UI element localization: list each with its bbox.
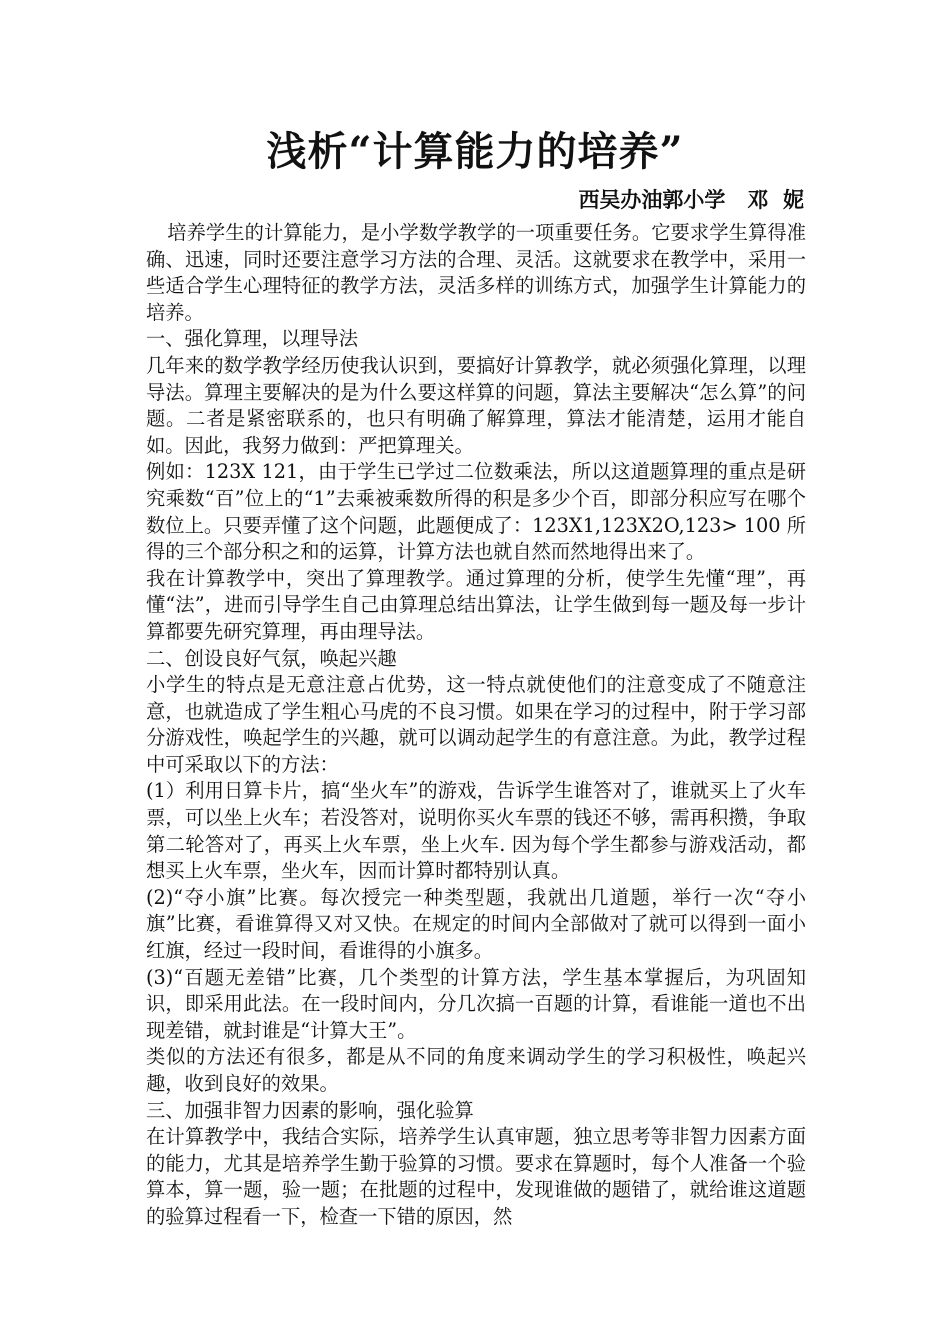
paragraph: 例如：123X 121，由于学生已学过二位数乘法，所以这道题算理的重点是研究乘数“百”位上的“1”去乘被乘数所得的积是多少个百，即部分积应写在哪个数位上。只要弄懂了这个问题，此题便成了：123X1,123X2O,123> 100 所得的三个部分积之和的运算，计算方法也就自然而然地得出来了。 bbox=[146, 460, 806, 564]
list-item-2: (2)“夺小旗”比赛。每次授完一种类型题，我就出几道题，举行一次“夺小旗”比赛，看谁算得又对又快。在规定的时间内全部做对了就可以得到一面小红旗，经过一段时间，看谁得的小旗多。 bbox=[146, 885, 806, 963]
section-heading-1: 一、强化算理，以理导法 bbox=[146, 327, 359, 351]
paragraph: 我在计算教学中，突出了算理教学。通过算理的分析，使学生先懂“理”，再懂“法”，进而引导学生自己由算理总结出算法，让学生做到每一题及每一步计算都要先研究算理，再由理导法。 bbox=[146, 566, 806, 643]
section-heading-2: 二、创设良好气氛，唤起兴趣 bbox=[146, 646, 397, 670]
paragraph: 几年来的数学教学经历使我认识到，要搞好计算教学，就必须强化算理，以理导法。算理主要解决的是为什么要这样算的问题，算法主要解决“怎么算”的问题。二者是紧密联系的，也只有明确了解算理，算法才能清楚，运用才能自如。因此，我努力做到：严把算理关。 bbox=[146, 353, 806, 457]
section-heading-3: 三、加强非智力因素的影响，强化验算 bbox=[146, 1098, 474, 1122]
intro-paragraph: 培养学生的计算能力，是小学数学教学的一项重要任务。它要求学生算得准确、迅速，同时还要注意学习方法的合理、灵活。这就要求在教学中，采用一些适合学生心理特征的教学方法，灵活多样的训练方式，加强学生计算能力的培养。 bbox=[146, 221, 806, 324]
paragraph: 小学生的特点是无意注意占优势，这一特点就使他们的注意变成了不随意注意，也就造成了学生粗心马虎的不良习惯。如果在学习的过程中，附于学习部分游戏性，唤起学生的兴趣，就可以调动起学生的有意注意。为此，教学过程中可采取以下的方法： bbox=[146, 673, 806, 776]
paragraph: 类似的方法还有很多，都是从不同的角度来调动学生的学习积极性，唤起兴趣，收到良好的效果。 bbox=[146, 1045, 806, 1095]
document-body bbox=[146, 220, 806, 1231]
list-item-1: (1）利用日算卡片，搞“坐火车”的游戏，告诉学生谁答对了，谁就买上了火车票，可以坐上火车；若没答对，说明你买火车票的钱还不够，需再积攒，争取第二轮答对了，再买上火车票，坐上火车. 因为每个学生都参与游戏活动，都想买上火车票，坐火车，因而计算时都特别认真。 bbox=[146, 779, 806, 883]
document-title: 浅析“计算能力的培养” bbox=[266, 128, 684, 175]
list-item-3: (3)“百题无差错”比赛，几个类型的计算方法，学生基本掌握后，为巩固知识，即采用此法。在一段时间内，分几次搞一百题的计算，看谁能一道也不出现差错，就封谁是“计算大王”。 bbox=[146, 965, 806, 1042]
paragraph: 在计算教学中，我结合实际，培养学生认真审题，独立思考等非智力因素方面的能力，尤其是培养学生勤于验算的习惯。要求在算题时，每个人准备一个验算本，算一题，验一题；在批题的过程中，发现谁做的题错了，就给谁这道题的验算过程看一下，检查一下错的原因，然 bbox=[146, 1125, 806, 1228]
author-line: 西吴办油郭小学 邓 妮 bbox=[578, 187, 804, 212]
